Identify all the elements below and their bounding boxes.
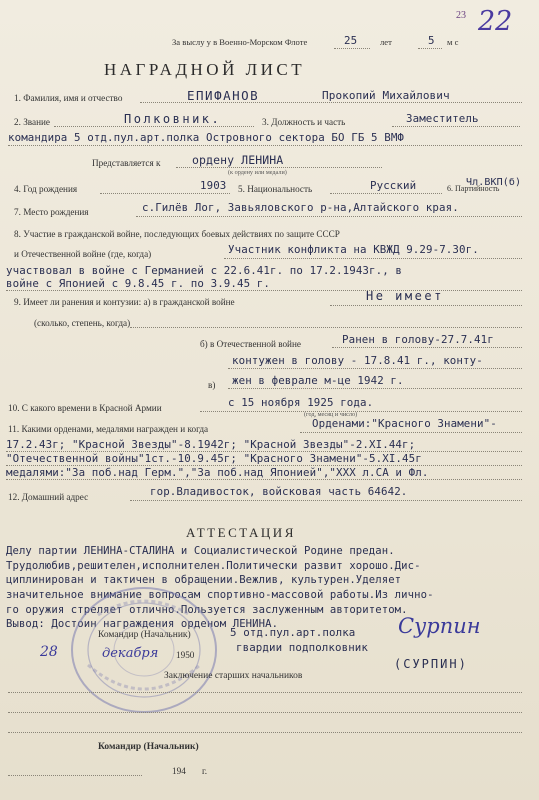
party-label: 6. Партийность <box>447 184 500 193</box>
combat-participation-label: 8. Участие в гражданской войне, последующих боевых действиях по защите СССР <box>14 229 340 239</box>
party-value: Чл.ВКП(б) <box>466 177 522 188</box>
birthplace-label: 7. Место рождения <box>14 207 89 217</box>
attestation-line: Трудолюбив,решителен,исполнителен.Политически развит хорошо.Дис- <box>6 559 421 572</box>
combat-value-1: Участник конфликта на КВЖД 9.29-7.30г. <box>228 243 479 256</box>
awards-value-3: "Отечественной войны"1ст.-10.9.45г; "Красного Знамени"-5.XI.45г <box>6 452 422 465</box>
army-since-value: с 15 ноября 1925 года. <box>228 396 374 409</box>
combat-value-3: войне с Японией с 9.8.45 г. по 3.9.45 г. <box>6 277 271 290</box>
handwritten-page-number: 22 <box>478 6 513 37</box>
patriotic-war-label: и Отечественной войне (где, когда) <box>14 249 152 259</box>
nationality-label: 5. Национальность <box>238 184 313 194</box>
wounds-label: 9. Имеет ли ранения и контузии: а) в гражданской войне <box>14 297 235 307</box>
footer-year-suffix: г. <box>202 766 208 776</box>
page-title: НАГРАДНОЙ ЛИСТ <box>104 60 306 79</box>
attestation-title: АТТЕСТАЦИЯ <box>186 525 296 540</box>
rank-label: 2. Звание <box>14 117 50 127</box>
commander-rank: гвардии подполковник <box>236 641 369 654</box>
attestation-line: Вывод: Достоин награждения орденом ЛЕНИНА. <box>6 618 279 631</box>
birthplace-value: с.Гилёв Лог, Завьяловского р-на,Алтайского края. <box>142 201 459 214</box>
surname-label: 1. Фамилия, имя и отчество <box>14 93 123 103</box>
footer-commander-label: Командир (Начальник) <box>98 742 199 752</box>
attestation-line: Делу партии ЛЕНИНА-СТАЛИНА и Социалистической Родине предан. <box>6 545 395 557</box>
wounds-patriotic-value-2: контужен в голову - 17.8.41 г., конту- <box>232 354 483 367</box>
service-months-word: м с <box>447 37 459 47</box>
attestation-line: го оружия стреляет отлично.Пользуется заслуженным авторитетом. <box>6 603 408 616</box>
wounds-civil-value: Не имеет <box>366 289 444 303</box>
awards-value-1: Орденами:"Красного Знамени"- <box>312 417 497 430</box>
army-since-note: (год, месяц и число) <box>304 411 358 418</box>
awards-value-4: медалями:"За поб.над Герм.","За поб.над Японией","XXX л.СА и Фл. <box>6 466 429 479</box>
rank-value: Полковник. <box>124 112 222 126</box>
commander-signature: Сурпин <box>398 614 481 638</box>
wounds-patriotic-label: б) в Отечественной войне <box>200 339 301 349</box>
attestation-line: циплинирован и тактичен в обращении.Вежлив, культурен.Уделяет <box>6 574 402 587</box>
service-years: 25 <box>344 34 358 47</box>
nominated-label: Представляется к <box>92 158 161 168</box>
given-name-value: Прокопий Михайлович <box>322 89 450 102</box>
date-month: декабря <box>102 646 159 661</box>
awards-label: 11. Какими орденами, медалями награжден и когда <box>8 424 209 434</box>
army-since-label: 10. С какого времени в Красной Армии <box>8 403 162 413</box>
service-years-word: лет <box>380 37 392 47</box>
date-year: 1950 <box>176 650 195 660</box>
nominated-note: (к ордену или медали) <box>228 169 287 176</box>
signer-name: (СУРПИН) <box>394 657 468 671</box>
nominated-award: ордену ЛЕНИНА <box>192 153 284 167</box>
nationality-value: Русский <box>370 179 417 192</box>
birth-year-label: 4. Год рождения <box>14 184 78 194</box>
position-label: 3. Должность и часть <box>262 117 346 127</box>
wounds-c-label: в) <box>208 380 216 390</box>
position-value-cont: командира 5 отд.пул.арт.полка Островного сектора БО ГБ 5 ВМФ <box>8 131 405 144</box>
combat-value-2: участвовал в войне с Германией с 22.6.41г. по 17.2.1943г., в <box>6 264 403 277</box>
attestation-line: значительное внимание вопросам спортивно-массовой работы.Из лично- <box>6 589 434 602</box>
archive-stamp-number: 23 <box>456 10 466 21</box>
date-day: 28 <box>40 644 58 660</box>
position-value: Заместитель <box>406 112 479 125</box>
wounds-patriotic-value-3: жен в феврале м-це 1942 г. <box>232 374 404 387</box>
birth-year-value: 1903 <box>200 179 227 192</box>
service-length-prefix: За выслу у в Военно-Морском Флоте <box>172 37 308 47</box>
footer-year: 194 <box>172 766 186 776</box>
home-address-label: 12. Домашний адрес <box>8 492 89 502</box>
senior-commanders-conclusion-label: Заключение старших начальников <box>164 671 303 681</box>
wounds-sublabel: (сколько, степень, когда) <box>34 318 131 328</box>
home-address-value: гор.Владивосток, войсковая часть 64642. <box>150 485 408 498</box>
awards-value-2: 17.2.43г; "Красной Звезды"-8.1942г; "Красной Звезды"-2.XI.44г; <box>6 438 416 451</box>
surname-value: ЕПИФАНОВ <box>187 88 260 103</box>
commander-unit: 5 отд.пул.арт.полка <box>230 626 356 639</box>
attestation-commander-label: Командир (Начальник) <box>98 630 191 640</box>
service-months: 5 <box>428 34 435 47</box>
wounds-patriotic-value-1: Ранен в голову-27.7.41г <box>342 333 494 346</box>
